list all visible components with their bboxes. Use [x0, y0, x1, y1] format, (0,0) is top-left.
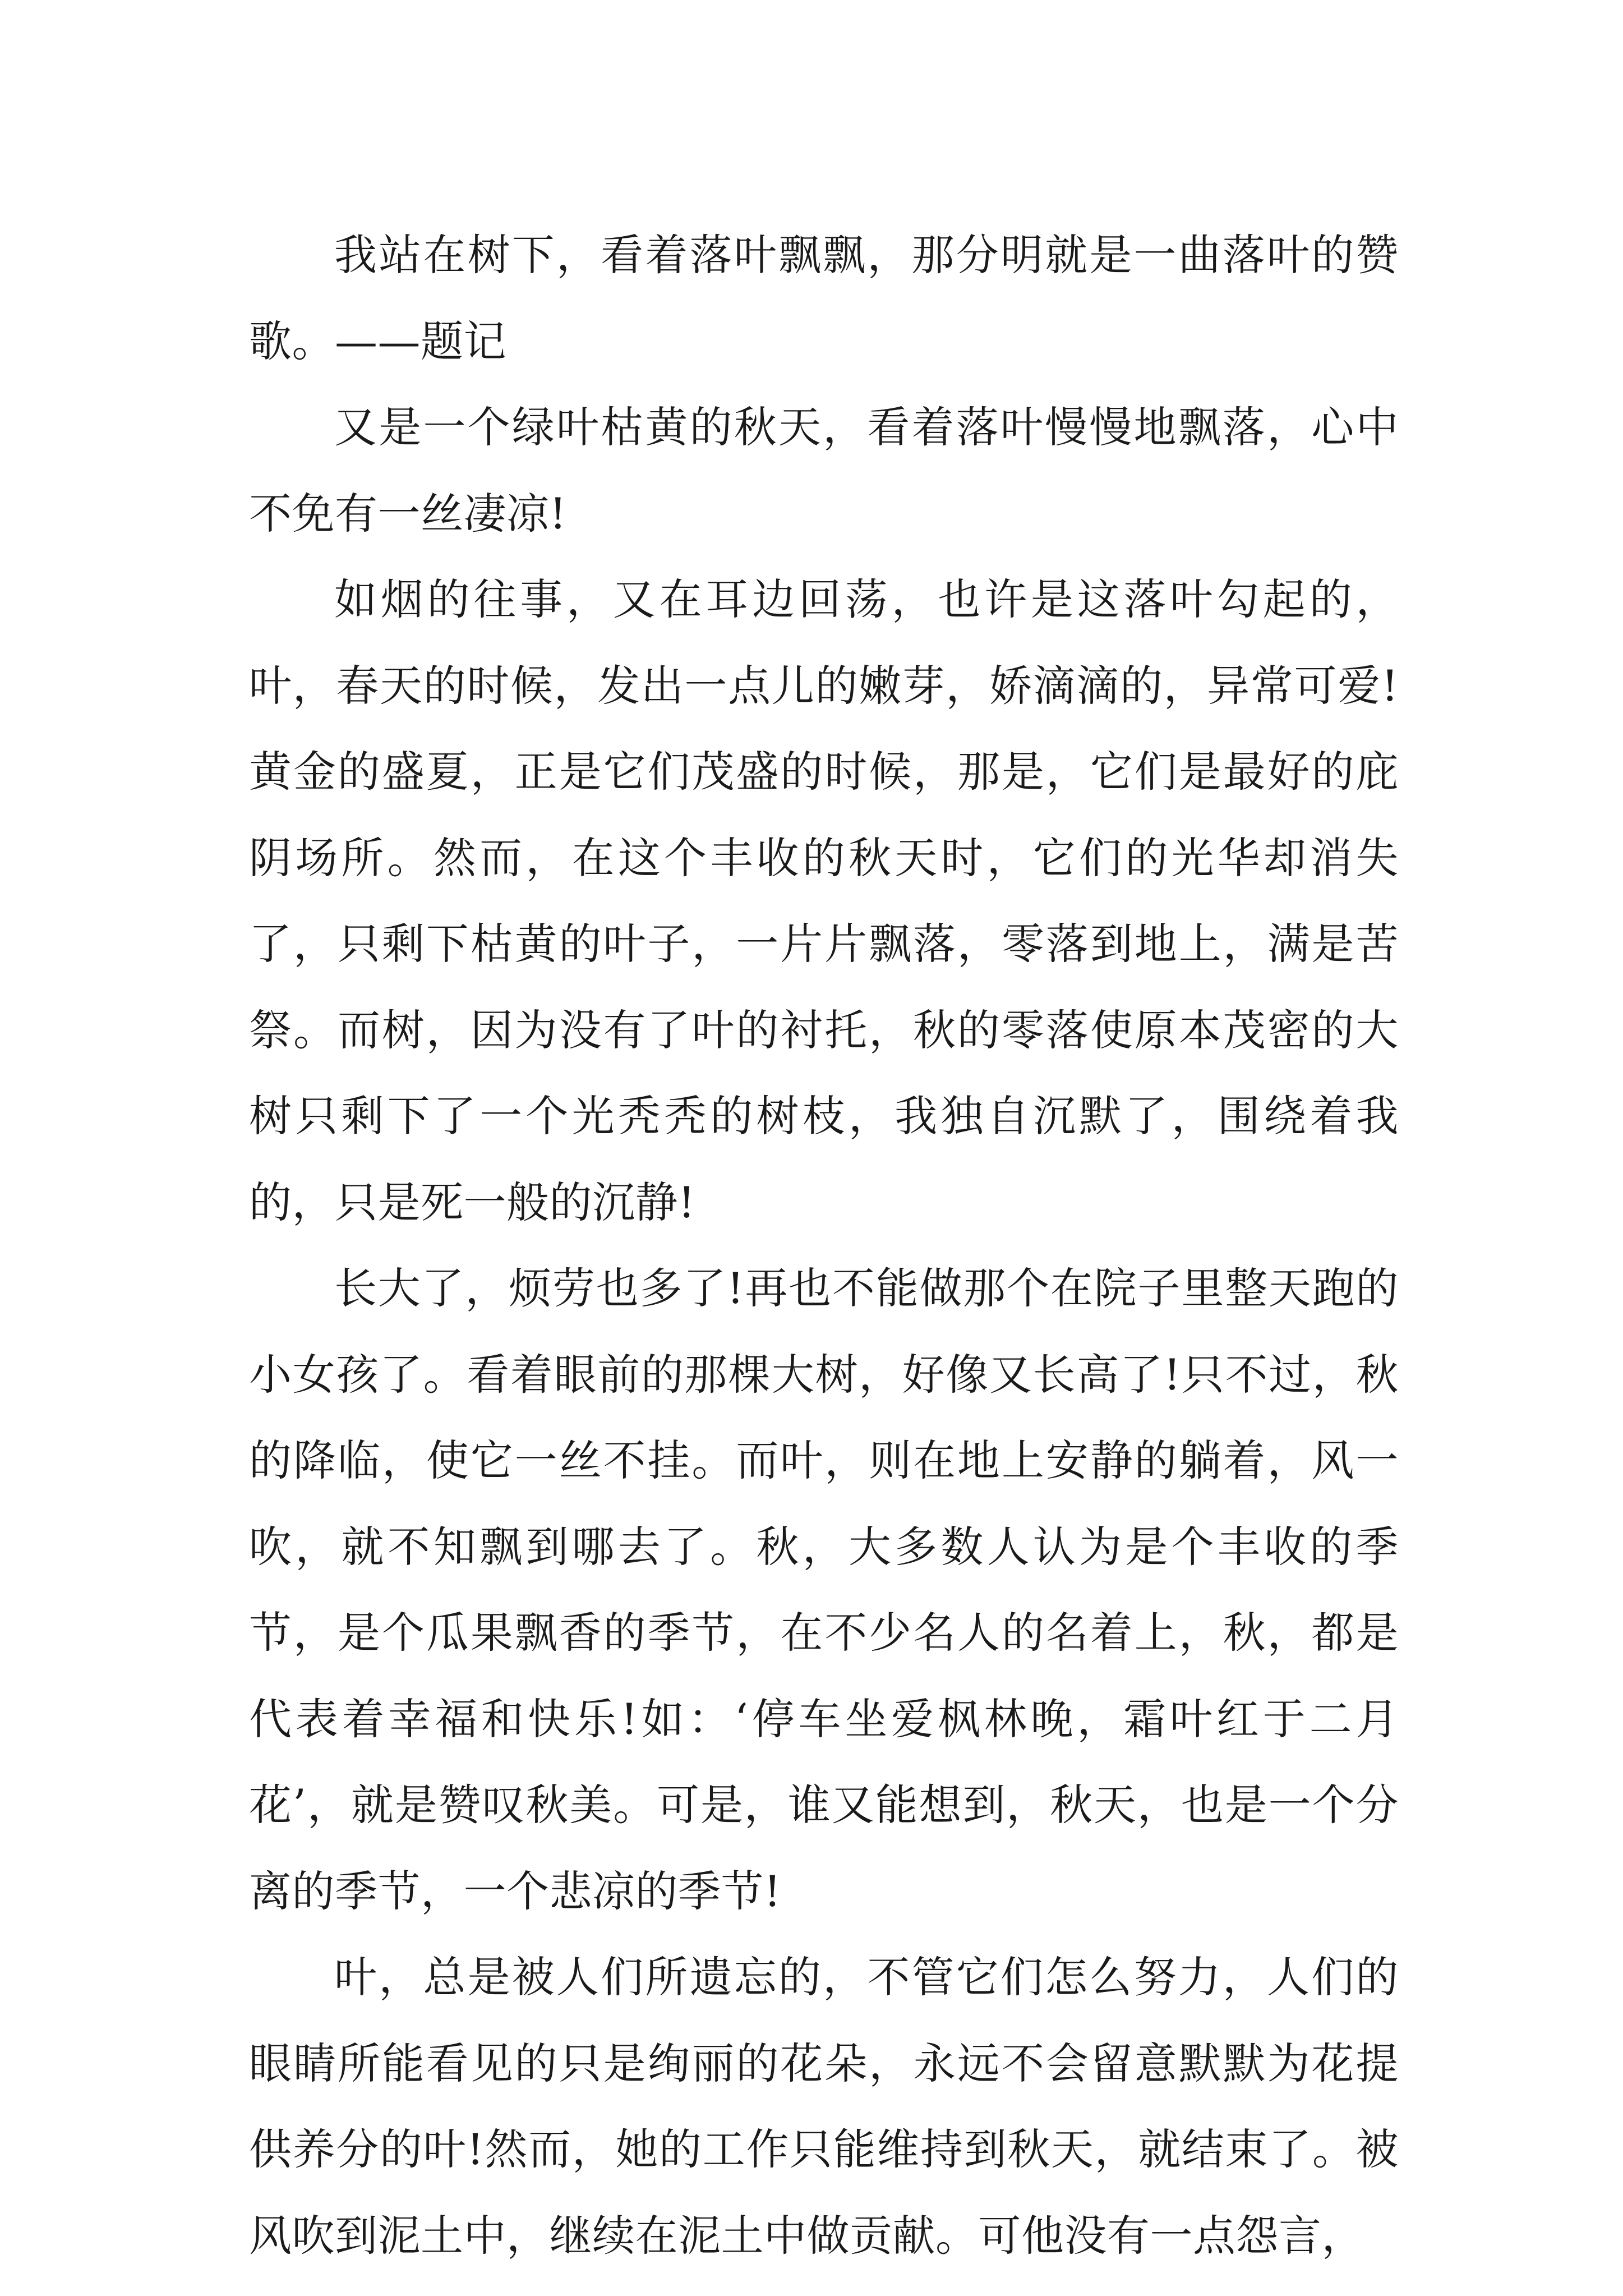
paragraph-2: 又是一个绿叶枯黄的秋天，看着落叶慢慢地飘落，心中不免有一丝凄凉! [249, 402, 1399, 539]
paragraph-5: 叶，总是被人们所遗忘的，不管它们怎么努力，人们的眼睛所能看见的只是绚丽的花朵，永远不会留意默默为花提供养分的叶!然而，她的工作只能维持到秋天，就结束了。被风吹到泥土中，继续在泥土中做贡献。可他没有一点怨言， [249, 1952, 1399, 2261]
paragraph-epigraph: 我站在树下，看着落叶飘飘，那分明就是一曲落叶的赞歌。——题记 [249, 230, 1399, 366]
paragraph-3: 如烟的往事，又在耳边回荡，也许是这落叶勾起的，叶，春天的时候，发出一点儿的嫩芽，娇滴滴的，异常可爱!黄金的盛夏，正是它们茂盛的时候，那是，它们是最好的庇阴场所。然而，在这个丰收的秋天时，它们的光华却消失了，只剩下枯黄的叶子，一片片飘落，零落到地上，满是苦祭。而树，因为没有了叶的衬托，秋的零落使原本茂密的大树只剩下了一个光秃秃的树枝，我独自沉默了，围绕着我的，只是死一般的沉静! [249, 574, 1399, 1227]
document-body [249, 212, 1399, 2279]
paragraph-4: 长大了，烦劳也多了!再也不能做那个在院子里整天跑的小女孩了。看着眼前的那棵大树，好像又长高了!只不过，秋的降临，使它一丝不挂。而叶，则在地上安静的躺着，风一吹，就不知飘到哪去了。秋，大多数人认为是个丰收的季节，是个瓜果飘香的季节，在不少名人的名着上，秋，都是代表着幸福和快乐!如：‘停车坐爱枫林晚，霜叶红于二月花’，就是赞叹秋美。可是，谁又能想到，秋天，也是一个分离的季节，一个悲凉的季节! [249, 1263, 1399, 1916]
